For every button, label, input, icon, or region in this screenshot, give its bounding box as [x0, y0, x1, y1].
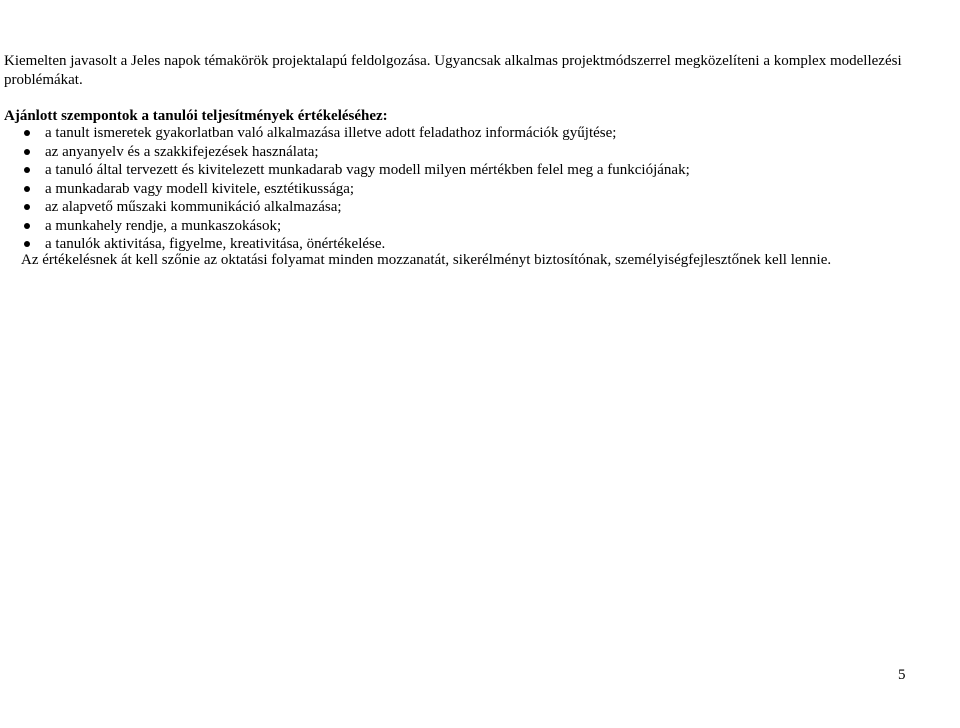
list-item-text: a tanulók aktivitása, figyelme, kreativitása, önértékelése. — [45, 236, 386, 252]
bullet-icon — [24, 223, 30, 229]
page-number: 5 — [898, 667, 906, 683]
bullet-icon — [24, 186, 30, 192]
list-item-text: az anyanyelv és a szakkifejezések használata; — [45, 143, 319, 160]
list-item — [0, 217, 690, 236]
bullet-icon — [24, 167, 30, 173]
list-item-text: a munkadarab vagy modell kivitele, esztétikussága; — [45, 180, 355, 197]
criteria-list — [0, 124, 690, 254]
list-item-text: a tanuló által tervezett és kivitelezett munkadarab vagy modell milyen mértékben felel meg a funkciójának; — [45, 162, 690, 178]
list-item — [0, 143, 690, 162]
intro-paragraph: Kiemelten javasolt a Jeles napok témakörök projektalapú feldolgozása. Ugyancsak alkalmas projektmódszerrel megközelíteni a komplex modellezési problémákat. — [4, 53, 902, 88]
list-item-text: a tanult ismeretek gyakorlatban való alkalmazása illetve adott feladathoz információk gyűjtése; — [45, 125, 617, 141]
list-item — [0, 124, 690, 143]
bullet-icon — [24, 241, 30, 247]
closing-paragraph: Az értékelésnek át kell szőnie az oktatási folyamat minden mozzanatát, sikerélményt biztosítónak, személyiségfejlesztőnek kell lennie. — [21, 252, 832, 268]
list-item — [0, 198, 690, 217]
list-item-text: a munkahely rendje, a munkaszokások; — [45, 217, 282, 234]
bullet-icon — [24, 149, 30, 155]
list-item-text: az alapvető műszaki kommunikáció alkalmazása; — [45, 199, 342, 215]
criteria-heading: Ajánlott szempontok a tanulói teljesítmények értékeléséhez: — [4, 108, 388, 124]
list-item — [0, 161, 690, 180]
bullet-icon — [24, 204, 30, 210]
list-item — [0, 180, 690, 199]
bullet-icon — [24, 130, 30, 136]
